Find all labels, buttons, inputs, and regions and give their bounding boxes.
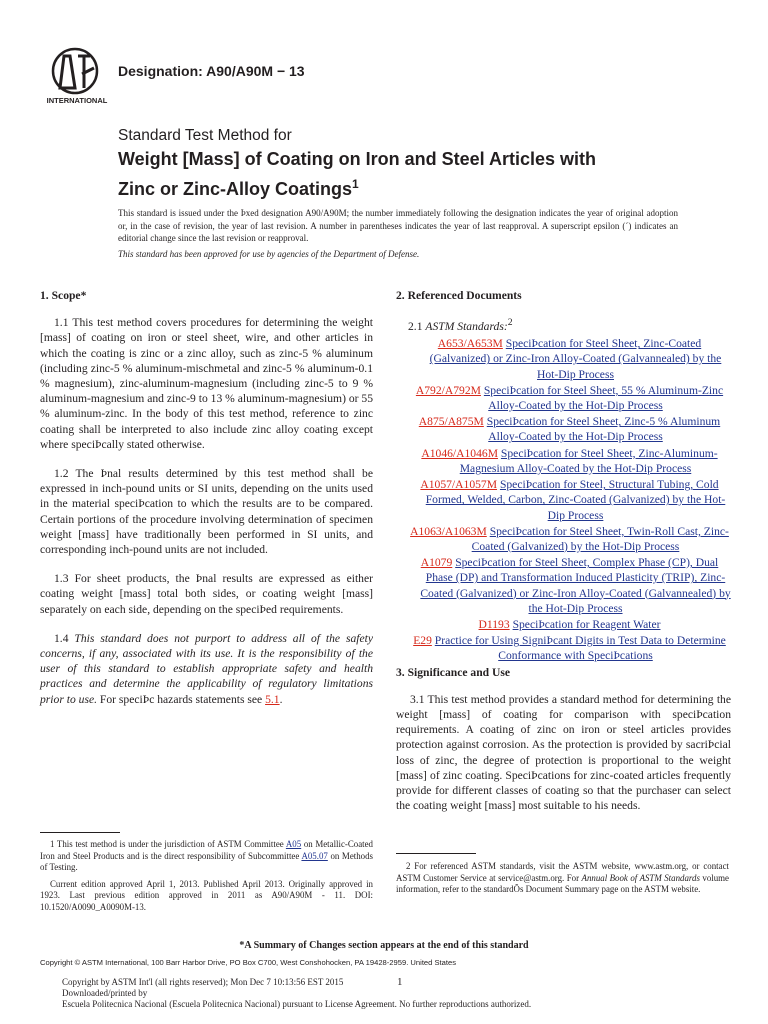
reference-item <box>396 336 731 382</box>
reference-title-link[interactable]: SpeciÞcation for Steel Sheet, Zinc-5 % Aluminum Alloy-Coated by the Hot-Dip Process <box>486 415 721 444</box>
footnote-1-text <box>40 839 373 874</box>
reference-code-link[interactable]: A875/A875M <box>418 415 484 429</box>
fn2-b: volume information, refer to the standardÕs Document Summary page on the ASTM website. <box>396 872 729 894</box>
page-number: 1 <box>397 976 403 988</box>
scope-1-4-italic: This standard does not purport to address all of the safety concerns, if any, associated with its use. It is the responsibility of the user of this standard to establish appropriate safety and health practices and determine the applicability of regulatory limitations prior to use. <box>40 631 374 706</box>
reference-title-link[interactable]: SpeciÞcation for Reagent Water <box>512 617 661 631</box>
reference-item <box>396 555 731 616</box>
download-printed-by: Downloaded/printed by <box>62 988 148 998</box>
footnote-2 <box>396 861 729 901</box>
reference-code-link[interactable]: E29 <box>413 634 432 648</box>
approved-note: This standard has been approved for use by agencies of the Department of Defense. <box>118 249 420 259</box>
astm-logo <box>42 46 112 106</box>
summary-of-changes-note: *A Summary of Changes section appears at the end of this standard <box>239 940 529 951</box>
reference-title-link[interactable]: SpeciÞcation for Steel Sheet, Zinc-Coated (Galvanized) or Zinc-Iron Alloy-Coated (Galvannealed) by the Hot-Dip Process <box>429 337 722 381</box>
reference-item <box>396 524 731 554</box>
reference-code-link[interactable]: A1046/A1046M <box>421 446 499 460</box>
reference-title-link[interactable]: Practice for Using SigniÞcant Digits in Test Data to Determine Conformance with SpeciÞcations <box>434 634 726 663</box>
title-intro: Standard Test Method for <box>118 127 292 144</box>
issued-note: This standard is issued under the Þxed designation A90/A90M; the number immediately following the designation indicates the year of original adoption or, in the case of revision, the year of last revision. A number in parentheses indicates the year of last reapproval. A superscript epsilon (´) indicates an editorial change since the last revision or reapproval. <box>118 208 678 243</box>
section-5-1-link[interactable]: 5.1 <box>265 692 280 706</box>
referenced-documents-heading: 2. Referenced Documents <box>396 289 522 302</box>
reference-title-link[interactable]: SpeciÞcation for Steel Sheet, 55 % Aluminum-Zinc Alloy-Coated by the Hot-Dip Process <box>483 383 724 413</box>
reference-item <box>396 414 731 444</box>
reference-item <box>396 617 731 632</box>
footnote-1 <box>40 839 373 918</box>
scope-1-4 <box>40 631 373 707</box>
astm-standards-subheading <box>408 315 731 334</box>
scope-1-4-num: 1.4 <box>54 631 75 645</box>
committee-a05-link[interactable]: A05 <box>285 839 302 849</box>
scope-heading: 1. Scope* <box>40 289 87 302</box>
title-footnote-mark: 1 <box>352 177 359 191</box>
scope-1-4-tail: For speciÞc hazards statements see <box>97 692 266 706</box>
reference-item <box>396 446 731 476</box>
reference-title-link[interactable]: SpeciÞcation for Steel Sheet, Zinc-Aluminum-Magnesium Alloy-Coated by the Hot-Dip Process <box>459 446 718 475</box>
footnote-divider <box>40 832 120 833</box>
fn1-a: 1 This test method is under the jurisdiction of ASTM Committee <box>50 839 286 849</box>
reference-code-link[interactable]: A792/A792M <box>415 383 481 397</box>
ref-sub-text: ASTM Standards: <box>425 320 508 334</box>
reference-item <box>396 383 731 413</box>
title-line-2-text: Zinc or Zinc-Alloy Coatings <box>118 179 353 199</box>
title-line-2 <box>118 172 678 202</box>
fn2-a: 2 For referenced ASTM standards, visit the ASTM website, www.astm.org, or contact ASTM Customer Service at service@astm.org. For <box>396 861 729 883</box>
reference-code-link[interactable]: A1079 <box>420 556 453 570</box>
reference-title-link[interactable]: SpeciÞcation for Steel Sheet, Complex Phase (CP), Dual Phase (DP) and Transformation Induced Plasticity (TRIP), Zinc-Coated (Galvanized) or Zinc-Iron Alloy-Coated (Galvannealed) by the Hot-Dip Process <box>420 556 731 615</box>
copyright-line: Copyright © ASTM International, 100 Barr Harbor Drive, PO Box C700, West Conshohocken, PA 19428-2959. United States <box>40 958 457 967</box>
reference-item <box>396 633 731 663</box>
reference-code-link[interactable]: A1057/A1057M <box>420 478 498 492</box>
significance-heading: 3. Significance and Use <box>396 665 511 679</box>
fn2-italic: Annual Book of ASTM Standards <box>581 872 700 883</box>
designation: Designation: A90/A90M − 13 <box>118 63 305 79</box>
scope-1-2: 1.2 The Þnal results determined by this test method shall be expressed in inch-pound units or SI units, depending on the units used in the material speciÞcation to which the results are to be compared. Certain portions of the procedure involving determination of specimen weight [mass] have traditionally been performed in SI units, and corresponding inch-pound units are not included. <box>40 467 373 557</box>
ref-sub-mark: 2 <box>507 317 513 329</box>
left-column <box>40 288 373 721</box>
significance-3-1: 3.1 This test method provides a standard method for determining the weight [mass] of coating for comparison with speciÞcation requirements. A coating of zinc on iron or steel articles provides protection against corrosion. As the protection is provided by sacriÞcial loss of zinc, the degree of protection is proportional to the weight [mass] of zinc coating. SpeciÞcations for zinc-coated articles frequently provide for different classes of coating so that the purchaser can select the coating weight [mass] most suitable to his needs. <box>396 692 731 813</box>
license-note: Escuela Politecnica Nacional (Escuela Politecnica Nacional) pursuant to License Agreement. No further reproductions authorized. <box>62 999 532 1009</box>
reference-title-link[interactable]: SpeciÞcation for Steel, Structural Tubing, Cold Formed, Welded, Carbon, Zinc-Coated (Galvanized) by the Hot-Dip Process <box>425 478 726 522</box>
subcommittee-a05-07-link[interactable]: A05.07 <box>301 850 328 861</box>
logo-label: INTERNATIONAL <box>46 96 108 105</box>
scope-1-3: 1.3 For sheet products, the Þnal results are expressed as either coating weight [mass] total both sides, or coating weight [mass] separately on each side, depending on the speciÞed requirements. <box>40 572 373 616</box>
document-title <box>118 147 678 202</box>
footnote-2-text <box>396 861 729 896</box>
scope-1-1: 1.1 This test method covers procedures for determining the weight [mass] of coating on iron or steel sheet, wire, and other articles in which the coating is zinc or a zinc alloy, such as zinc-5 % aluminum (including zinc-5 % aluminum-mischmetal and zinc-5 % aluminum-0.1 % magnesium), zinc-aluminum-magnesium (including zinc-5 to 9 % aluminum-magnesium and zinc-9 to 13 % aluminum-magnesium) or 55 % aluminum-zinc. In the body of this test method, reference to zinc coating shall be interpreted to also include zinc alloy coating except where speciÞcally stated otherwise. <box>40 316 373 451</box>
reference-code-link[interactable]: A1063/A1063M <box>410 524 487 538</box>
reference-item <box>396 477 731 523</box>
scope-1-4-end: . <box>279 692 283 706</box>
title-line-1: Weight [Mass] of Coating on Iron and Steel Articles with <box>118 149 597 169</box>
download-copyright: Copyright by ASTM Int'l (all rights reserved); Mon Dec 7 10:13:56 EST 2015 <box>62 977 344 987</box>
footnote-1-edition: Current edition approved April 1, 2013. Published April 2013. Originally approved in 1923. Last previous edition approved in 2011 as A90/A90M - 11. DOI: 10.1520/A0090_A0090M-13. <box>40 878 373 912</box>
fn1-c: on Methods of Testing. <box>40 850 373 872</box>
ref-sub-num: 2.1 <box>408 320 426 334</box>
footnote-divider <box>396 853 476 854</box>
reference-code-link[interactable]: D1193 <box>478 617 510 631</box>
right-column <box>396 288 731 827</box>
reference-code-link[interactable]: A653/A653M <box>437 337 503 351</box>
fn1-b: on Metallic-Coated Iron and Steel Products and is the direct responsibility of Subcommittee <box>40 839 373 861</box>
reference-title-link[interactable]: SpeciÞcation for Steel Sheet, Twin-Roll Cast, Zinc-Coated (Galvanized) by the Hot-Dip Process <box>471 524 729 553</box>
